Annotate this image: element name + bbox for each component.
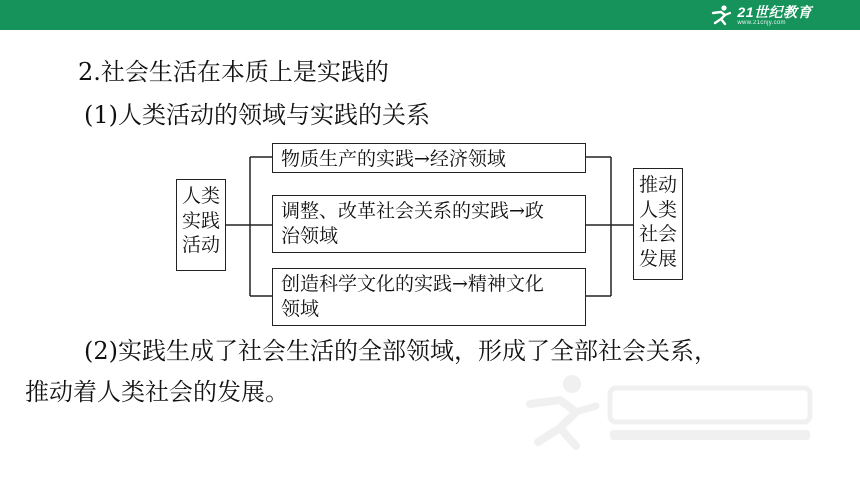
right-box-line: 人类 <box>638 198 677 221</box>
right-box-line: 发展 <box>638 248 677 271</box>
branch-box-economic <box>272 143 586 173</box>
branch-text: 调整、改革社会关系的实践→政 <box>281 200 544 222</box>
logo-sub-text: www.21cnjy.com <box>737 19 786 26</box>
branch-text: 物质生产的实践→经济领域 <box>281 148 506 170</box>
left-box-line: 人类 <box>181 185 220 207</box>
box-human-practice <box>176 179 226 271</box>
box-promote-development <box>633 168 683 280</box>
branch-text: 创造科学文化的实践→精神文化 <box>281 273 544 295</box>
right-box-line: 推动 <box>638 174 677 196</box>
logo-main-text: 21世纪教育 <box>737 3 812 20</box>
paragraph-line-1: (2)实践生成了社会生活的全部领域，形成了全部社会关系， <box>84 337 718 365</box>
left-box-line: 实践 <box>181 209 220 232</box>
heading: 2.社会生活在本质上是实践的 <box>78 58 389 86</box>
right-box-line: 社会 <box>638 223 677 246</box>
branch-box-political <box>272 195 586 253</box>
paragraph-line-2: 推动着人类社会的发展。 <box>25 378 289 406</box>
branch-text: 领域 <box>281 297 320 320</box>
branch-box-spiritual <box>272 268 586 326</box>
watermark-logo-icon <box>520 370 820 450</box>
subheading: (1)人类活动的领域与实践的关系 <box>84 101 430 129</box>
branch-text: 治领域 <box>281 224 339 247</box>
left-box-line: 活动 <box>181 234 220 257</box>
